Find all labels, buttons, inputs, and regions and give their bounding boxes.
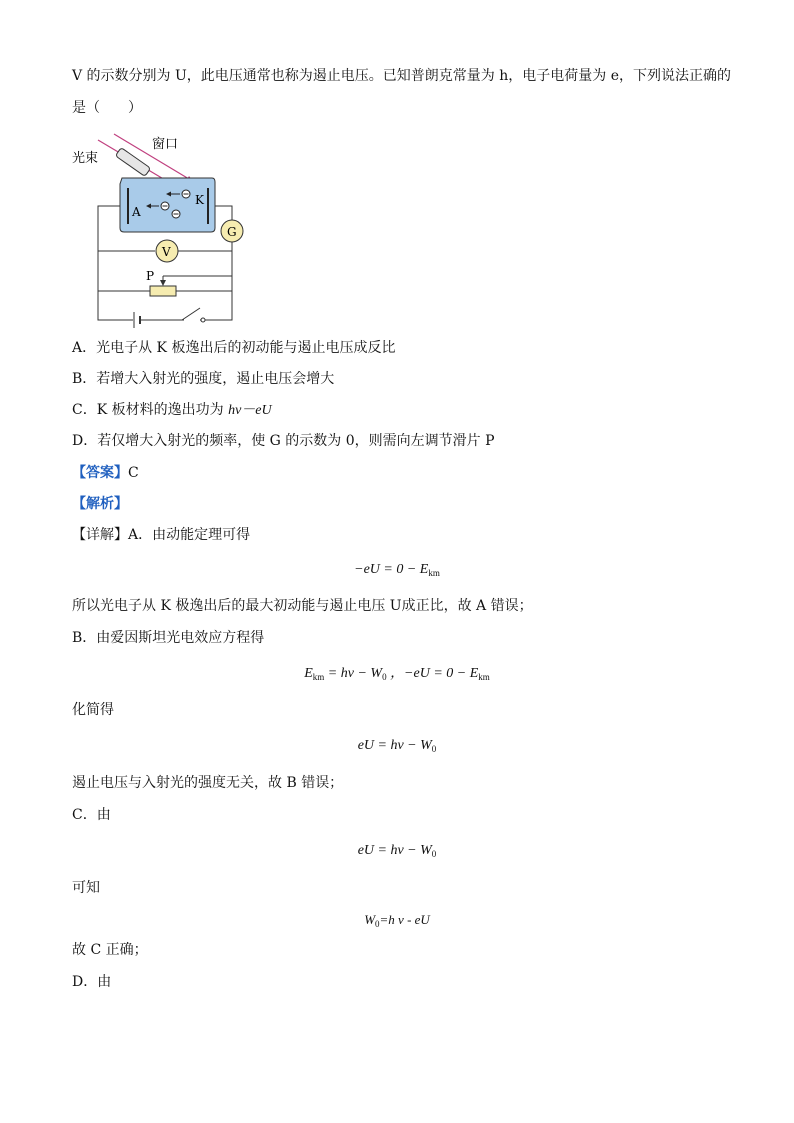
equation-2-main: = hν − W [324,666,383,681]
equation-2-ekm-sub: km [312,672,325,682]
equation-2-second-sub: km [478,672,490,682]
option-c-text: C．K 板材料的逸出功为 [72,402,224,418]
simplify-label: 化简得 [72,702,114,718]
label-beam: 光束 [72,151,99,166]
analysis-tag: 【解析】 [72,496,128,512]
equation-4 [0,841,794,864]
detail-tag: 【详解】 [72,527,128,543]
detail-b-conclusion: 遏止电压与入射光的强度无关，故 B 错误； [72,775,344,791]
detail-b-line: B．由爱因斯坦光电效应方程得 [72,630,265,646]
know-label: 可知 [72,880,100,896]
intro-line-2: 是（ ） [72,100,142,116]
equation-3 [0,736,794,759]
equation-5-sub: 0 [375,919,380,929]
label-K: K [195,193,204,207]
option-d: D．若仅增大入射光的频率，使 G 的示数为 0，则需向左调节滑片 P [72,433,495,449]
equation-3-sub: 0 [431,744,437,754]
equation-2 [0,664,794,687]
option-c-formula: hν－eU [228,403,272,418]
detail-a-conclusion: 所以光电子从 K 极逸出后的最大初动能与遏止电压 U成正比，故 A 错误； [72,598,533,614]
answer-tag: 【答案】 [72,465,128,481]
intro-line-1: V 的示数分别为 U，此电压通常也称为遏止电压。已知普朗克常量为 h，电子电荷量为 e，下列说法正确的 [72,68,732,84]
detail-a-line [72,525,250,545]
equation-1 [0,560,794,583]
equation-4-sub: 0 [431,849,437,859]
detail-c-line: C．由 [72,807,111,823]
answer-value: C [128,465,139,481]
equation-2-second: ，−eU = 0 − E [386,666,479,681]
equation-5-main: =h ν - eU [379,912,430,927]
equation-2-w0-sub: 0 [382,672,387,682]
label-window: 窗口 [152,137,179,152]
label-V: V [162,245,171,259]
equation-1-sub: km [428,568,440,578]
label-A: A [132,205,141,219]
equation-5-w: W [364,912,376,927]
analysis-line [72,494,128,514]
answer-line [72,463,139,483]
detail-a-text: A．由动能定理可得 [128,527,251,543]
equation-2-ekm: E [304,666,313,681]
detail-c-conclusion: 故 C 正确； [72,942,148,958]
photoelectric-circuit-diagram [70,128,260,328]
label-G: G [227,225,237,239]
detail-d-line: D．由 [72,974,112,990]
equation-1-main: −eU = 0 − E [354,562,429,577]
option-c [72,400,272,421]
equation-5 [0,910,794,934]
equation-4-main: eU = hν − W [357,843,432,858]
option-a: A．光电子从 K 板逸出后的初动能与遏止电压成反比 [72,340,396,356]
option-b: B．若增大入射光的强度，遏止电压会增大 [72,371,335,387]
label-P: P [146,269,155,283]
equation-3-main: eU = hν − W [357,738,432,753]
